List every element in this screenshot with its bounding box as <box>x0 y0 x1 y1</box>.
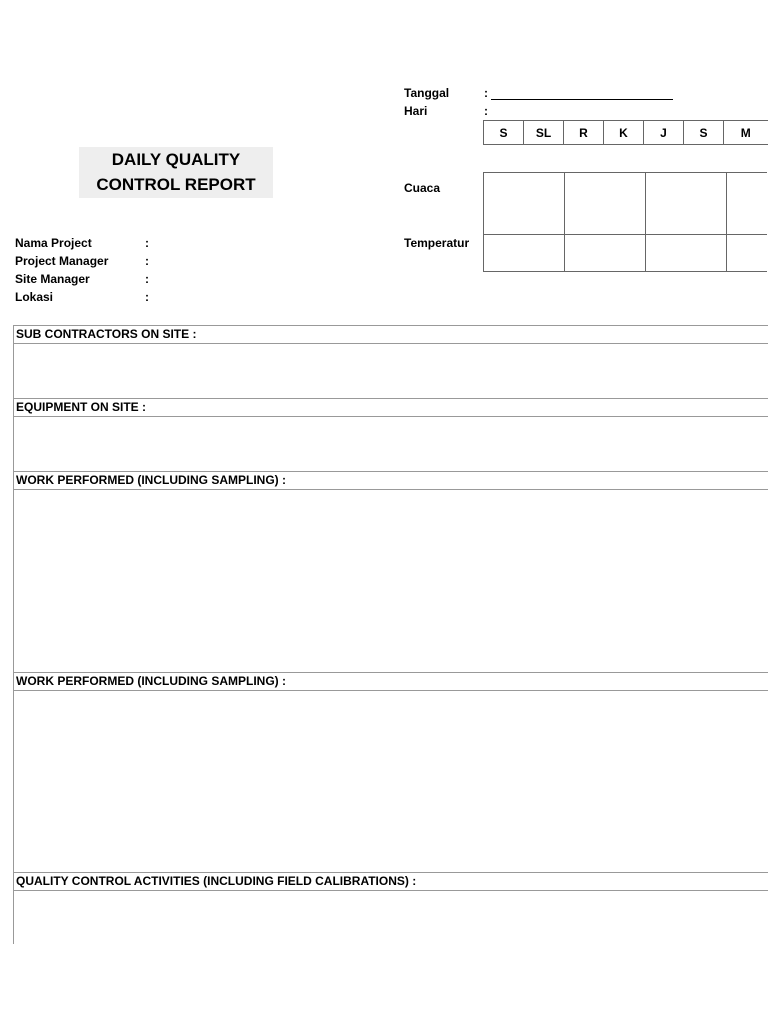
section-heading: QUALITY CONTROL ACTIVITIES (INCLUDING FIELD CALIBRATIONS) : <box>14 873 768 891</box>
work-performed-section-2 <box>13 672 768 872</box>
cuaca-label: Cuaca <box>404 181 441 195</box>
section-heading: EQUIPMENT ON SITE : <box>14 399 768 417</box>
temperatur-cell[interactable] <box>484 235 565 272</box>
section-heading: SUB CONTRACTORS ON SITE : <box>14 326 768 344</box>
report-title-line2: CONTROL REPORT <box>96 175 256 194</box>
day-cell[interactable]: R <box>564 121 604 145</box>
nama-project-colon: : <box>145 236 149 250</box>
day-cell[interactable]: S <box>484 121 524 145</box>
work-performed-section <box>13 471 768 672</box>
report-title <box>79 147 273 198</box>
temperatur-cell[interactable] <box>727 235 767 272</box>
tanggal-colon: : <box>484 86 488 100</box>
site-manager-label: Site Manager <box>15 272 90 286</box>
temperatur-cell[interactable] <box>646 235 727 272</box>
nama-project-label: Nama Project <box>15 236 92 250</box>
temperatur-label: Temperatur <box>404 236 470 250</box>
day-cell[interactable]: J <box>644 121 684 145</box>
project-manager-colon: : <box>145 254 149 268</box>
tanggal-field[interactable] <box>491 99 673 100</box>
cuaca-cell[interactable] <box>646 173 727 235</box>
project-manager-label: Project Manager <box>15 254 109 268</box>
cuaca-cell[interactable] <box>727 173 767 235</box>
day-cell[interactable]: S <box>684 121 724 145</box>
weather-grid <box>483 172 767 272</box>
cuaca-cell[interactable] <box>565 173 646 235</box>
hari-label: Hari <box>404 104 428 118</box>
day-cell[interactable]: M <box>724 121 768 145</box>
days-of-week-table <box>483 120 768 145</box>
site-manager-colon: : <box>145 272 149 286</box>
quality-control-section <box>13 872 768 944</box>
section-heading: WORK PERFORMED (INCLUDING SAMPLING) : <box>14 673 768 691</box>
day-cell[interactable]: K <box>604 121 644 145</box>
section-heading: WORK PERFORMED (INCLUDING SAMPLING) : <box>14 472 768 490</box>
hari-colon: : <box>484 104 488 118</box>
cuaca-cell[interactable] <box>484 173 565 235</box>
tanggal-label: Tanggal <box>404 86 450 100</box>
lokasi-colon: : <box>145 290 149 304</box>
equipment-section <box>13 398 768 471</box>
lokasi-label: Lokasi <box>15 290 54 304</box>
day-cell[interactable]: SL <box>524 121 564 145</box>
report-title-line1: DAILY QUALITY <box>111 150 241 169</box>
temperatur-cell[interactable] <box>565 235 646 272</box>
sub-contractors-section <box>13 325 768 398</box>
